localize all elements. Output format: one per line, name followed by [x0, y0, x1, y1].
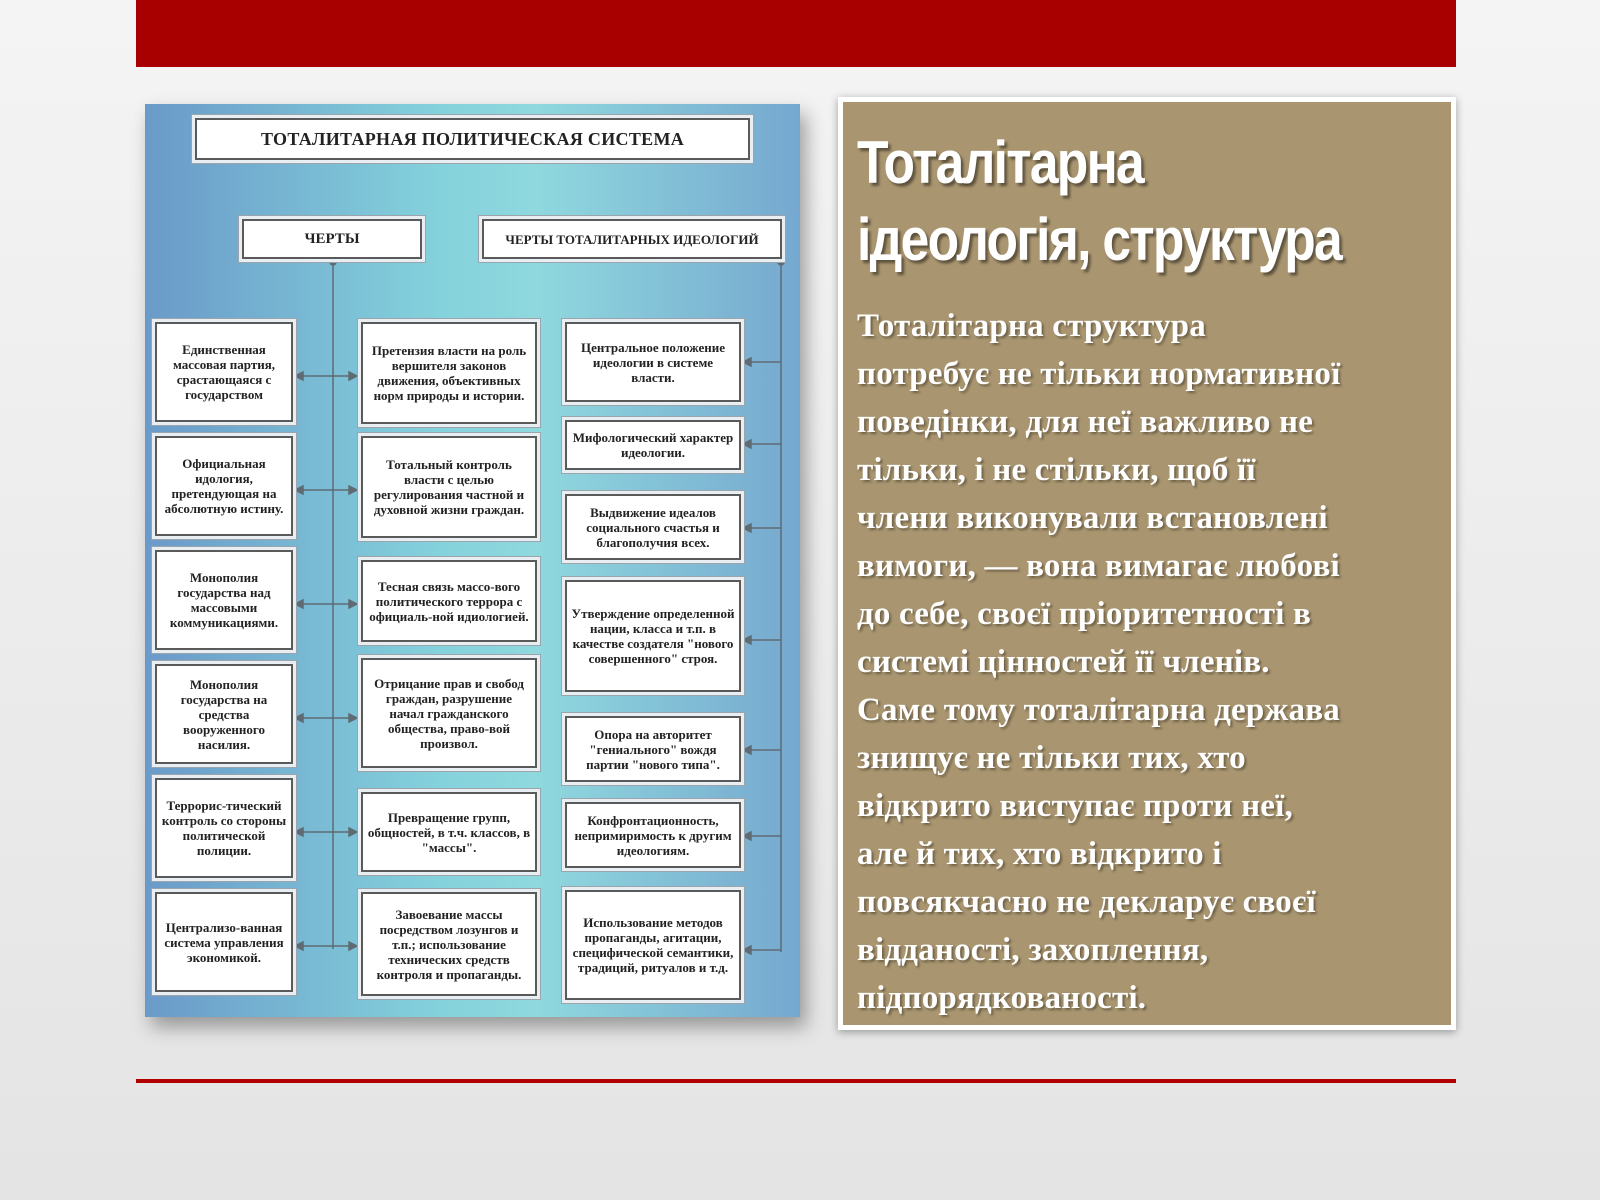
feature-centralized-economy: Централизо-ванная система управления экономикой. — [155, 892, 293, 992]
feature-masses-transformation: Превращение групп, общностей, в т.ч. классов, в "массы". — [361, 792, 537, 872]
feature-political-police: Террорис-тический контроль со стороны политической полиции. — [155, 778, 293, 878]
feature-terror-ideology-link: Тесная связь массо-вого политического террора с официаль-ной идиологией. — [361, 560, 537, 642]
feature-armed-force-monopoly: Монополия государства на средства вооруженного насилия. — [155, 664, 293, 764]
feature-media-monopoly: Монополия государства над массовыми коммуникациями. — [155, 550, 293, 650]
feature-power-claim: Претензия власти на роль вершителя законов движения, объективных норм природы и истории. — [361, 322, 537, 424]
feature-rights-denial: Отрицание прав и свобод граждан, разрушение начал гражданского общества, право-вой произвол. — [361, 658, 537, 768]
slide-body-text: Тоталітарна структура потребує не тільки нормативної поведінки, для неї важливо не тільки, і не стільки, щоб її члени виконували встановлені вимоги, — вона вимагає любові до себе, своєї пріоритетності в системі цінностей її членів. Саме тому тоталітарна держава знищує не тільки тих, хто відкрито виступає проти неї, але й тих, хто відкрито і повсякчасно не декларує своєї відданості, захоплення, підпорядкованості. — [857, 308, 1341, 1016]
ideology-mythological: Мифологический характер идеологии. — [565, 420, 741, 470]
top-accent-bar — [136, 0, 1456, 67]
diagram-title: ТОТАЛИТАРНАЯ ПОЛИТИЧЕСКАЯ СИСТЕМА — [195, 118, 750, 160]
slide-title: Тоталітарна ідеологія, структура — [857, 129, 1341, 273]
feature-official-ideology: Официальная идология, претендующая на абсолютную истину. — [155, 436, 293, 536]
ideology-social-happiness: Выдвижение идеалов социального счастья и благополучия всех. — [565, 494, 741, 560]
totalitarian-system-diagram — [145, 104, 800, 1017]
features-header: ЧЕРТЫ — [242, 219, 422, 259]
feature-mass-conquest: Завоевание массы посредством лозунгов и т.п.; использование технических средств контроля и пропаганды. — [361, 892, 537, 996]
ideology-leader-authority: Опора на авторитет "гениального" вождя партии "нового типа". — [565, 716, 741, 782]
feature-total-control: Тотальный контроль власти с целью регулирования частной и духовной жизни граждан. — [361, 436, 537, 538]
ideology-confrontation: Конфронтационность, непримиримость к другим идеологиям. — [565, 802, 741, 868]
ideology-propaganda-methods: Использование методов пропаганды, агитации, специфической семантики, традиций, ритуалов и т.д. — [565, 890, 741, 1000]
ideology-features-header: ЧЕРТЫ ТОТАЛИТАРНЫХ ИДЕОЛОГИЙ — [482, 219, 782, 259]
feature-single-party: Единственная массовая партия, срастающаяся с государством — [155, 322, 293, 422]
ideology-nation-creator: Утверждение определенной нации, класса и т.п. в качестве создателя "нового совершенного" строя. — [565, 580, 741, 692]
text-panel — [838, 97, 1456, 1030]
ideology-central-position: Центральное положение идеологии в системе власти. — [565, 322, 741, 402]
bottom-accent-rule — [136, 1079, 1456, 1083]
